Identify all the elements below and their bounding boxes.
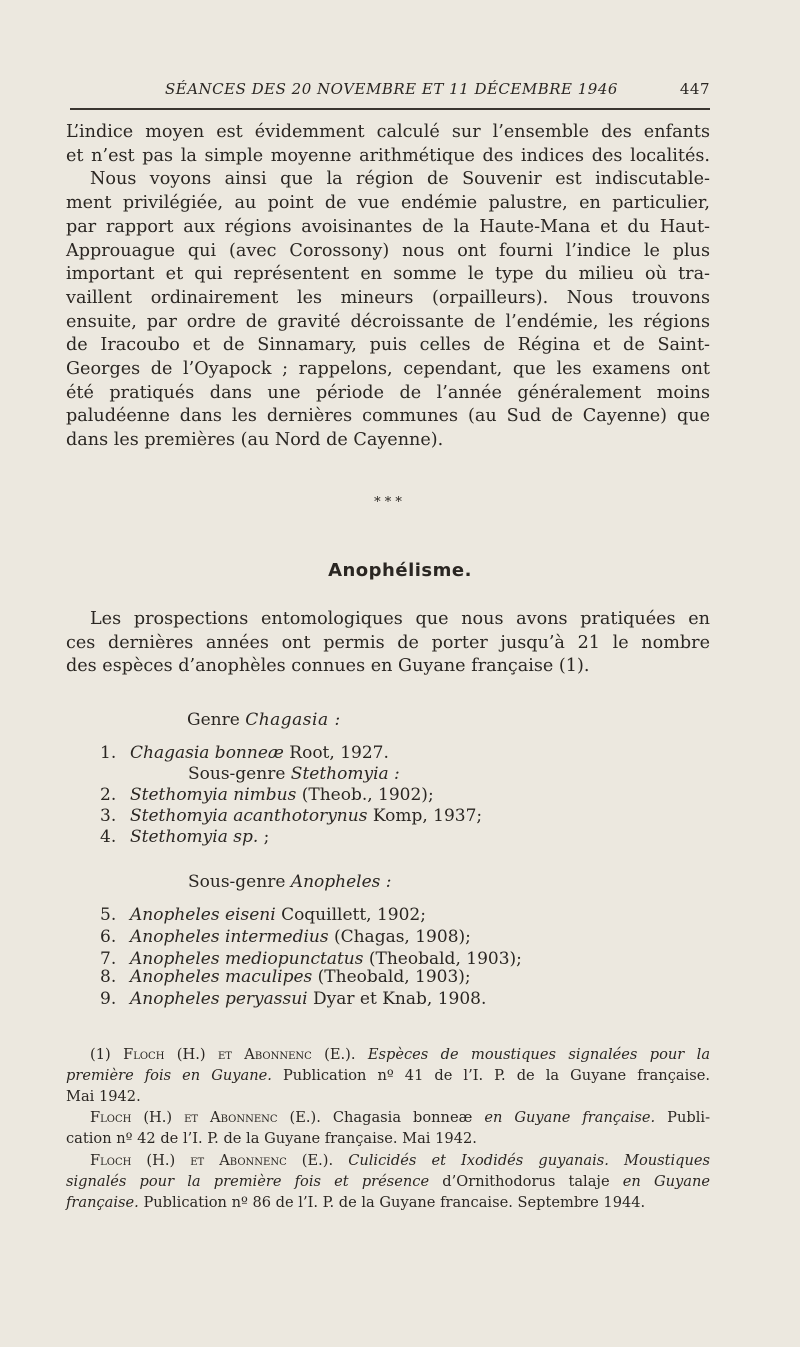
- species-item: [100, 806, 482, 826]
- footnote-text: Chagasia bonneæ: [332, 1109, 473, 1126]
- footnote-authors: Floch (H.) et Abonnenc (E.).: [123, 1046, 356, 1063]
- species-name: Anopheles peryassui: [130, 989, 308, 1009]
- footnote-line: [66, 1044, 710, 1065]
- species-name: Stethomyia sp.: [130, 827, 259, 847]
- text-line: été pratiqués dans une période de l’année généralement moins: [66, 382, 710, 403]
- subgenus-heading: [188, 872, 392, 892]
- text-line: important et qui représentent en somme le type du milieu où tra-: [66, 264, 710, 285]
- species-number: 6.: [100, 927, 117, 947]
- species-name: Anopheles intermedius: [130, 927, 329, 947]
- footnote-3: [66, 1150, 710, 1213]
- footnote-mark: (1): [90, 1046, 111, 1063]
- species-number: 4.: [100, 827, 117, 847]
- text-line: paludéenne dans les dernières communes (au Sud de Cayenne) que: [66, 406, 710, 427]
- footnote-line: cation nº 42 de l’I. P. de la Guyane française. Mai 1942.: [66, 1130, 477, 1147]
- species-number: 9.: [100, 989, 117, 1009]
- text-line: L’indice moyen est évidemment calculé sur l’ensemble des enfants: [66, 122, 710, 142]
- species-item: [100, 967, 471, 987]
- separator-text: * * *: [374, 495, 402, 510]
- genre-name: Chagasia :: [245, 710, 341, 730]
- species-item: [100, 989, 486, 1009]
- footnote-title: française.: [66, 1194, 139, 1211]
- species-author: (Theobald, 1903);: [368, 949, 522, 969]
- footnote-line: [66, 1171, 710, 1192]
- footnote-text: Publication nº 41 de l’I. P. de la Guyane française.: [282, 1067, 711, 1084]
- running-header: [70, 80, 710, 106]
- footnote-title: première fois en Guyane.: [66, 1067, 272, 1084]
- species-author: Komp, 1937;: [372, 806, 483, 826]
- species-name: Anopheles eiseni: [130, 905, 276, 925]
- species-item: [100, 827, 269, 847]
- species-name: Stethomyia acanthotorynus: [130, 806, 368, 826]
- text-line: et n’est pas la simple moyenne arithmétique des indices des localités.: [66, 145, 710, 166]
- text-line: de Iracoubo et de Sinnamary, puis celles de Régina et de Saint-: [66, 335, 710, 356]
- subgenus-prefix: Sous-genre: [188, 872, 286, 892]
- species-name: Anopheles maculipes: [130, 967, 313, 987]
- header-title: SÉANCES DES 20 NOVEMBRE ET 11 DÉCEMBRE 1946: [165, 80, 618, 98]
- text-line: ces dernières années ont permis de porter jusqu’à 21 le nombre: [66, 632, 710, 653]
- species-author: Coquillett, 1902;: [281, 905, 426, 925]
- footnote-line: [66, 1150, 710, 1171]
- species-item: [100, 927, 471, 947]
- paragraph-2: [66, 608, 710, 679]
- footnote-title: Culicidés et Ixodidés guyanais. Moustiques: [348, 1152, 711, 1169]
- subgenus-prefix: Sous-genre: [188, 764, 286, 784]
- species-name: Stethomyia nimbus: [130, 785, 297, 805]
- footnote-2: [66, 1107, 710, 1149]
- text-line: dans les premières (au Nord de Cayenne).: [66, 430, 444, 451]
- footnote-authors: Floch (H.) et Abonnenc (E.).: [90, 1152, 334, 1169]
- footnote-title: Espèces de moustiques signalées pour la: [367, 1046, 711, 1063]
- section-separator: [373, 497, 403, 509]
- footnote-text: d’Ornithodorus talaje: [442, 1173, 610, 1190]
- footnote-title: signalés pour la première fois et présence: [66, 1173, 430, 1190]
- species-number: 3.: [100, 806, 117, 826]
- species-author: (Chagas, 1908);: [333, 927, 471, 947]
- species-number: 5.: [100, 905, 117, 925]
- text-line: Georges de l’Oyapock ; rappelons, cependant, que les examens ont: [66, 359, 710, 380]
- page-number: 447: [679, 80, 710, 98]
- footnote-title: en Guyane française.: [484, 1109, 656, 1126]
- footnote-line: [66, 1107, 710, 1128]
- species-number: 8.: [100, 967, 117, 987]
- text-line: ensuite, par ordre de gravité décroissante de l’endémie, les régions: [66, 311, 710, 332]
- footnote-1: [66, 1044, 710, 1107]
- species-name: Anopheles mediopunctatus: [130, 949, 364, 969]
- text-line: Approuague qui (avec Corossony) nous ont fourni l’indice le plus: [66, 240, 710, 261]
- species-author: ;: [263, 827, 270, 847]
- header-rule: [70, 108, 710, 110]
- footnote-title: en Guyane: [622, 1173, 711, 1190]
- footnote-line: [66, 1065, 710, 1086]
- species-item: [100, 743, 389, 763]
- species-author: Root, 1927.: [289, 743, 389, 763]
- species-name: Chagasia bonneæ: [130, 743, 284, 763]
- genre-heading: [187, 710, 341, 730]
- text-line: par rapport aux régions avoisinantes de la Haute-Mana et du Haut-: [66, 216, 710, 237]
- text-line: ment privilégiée, au point de vue endémie palustre, en particulier,: [66, 193, 710, 214]
- text-line: vaillent ordinairement les mineurs (orpailleurs). Nous trouvons: [66, 287, 710, 308]
- text-line: Les prospections entomologiques que nous avons pratiquées en: [90, 609, 710, 629]
- genre-prefix: Genre: [187, 710, 240, 730]
- species-author: (Theob., 1902);: [301, 785, 434, 805]
- footnote-line: Mai 1942.: [66, 1088, 141, 1105]
- species-item: [100, 905, 426, 925]
- species-author: Dyar et Knab, 1908.: [313, 989, 487, 1009]
- section-title: Anophélisme.: [328, 560, 472, 581]
- text-line: Nous voyons ainsi que la région de Souvenir est indiscutable-: [90, 169, 710, 190]
- footnote-line: [66, 1192, 710, 1213]
- subgenus-name: Stethomyia :: [290, 764, 400, 784]
- species-item: [100, 949, 522, 969]
- species-number: 1.: [100, 743, 117, 763]
- text-line: des espèces d’anophèles connues en Guyane française (1).: [66, 656, 590, 677]
- subgenus-name: Anopheles :: [290, 872, 392, 892]
- subgenus-heading: [188, 764, 400, 784]
- footnote-authors: Floch (H.) et Abonnenc (E.).: [90, 1109, 321, 1126]
- species-item: [100, 785, 434, 805]
- species-number: 2.: [100, 785, 117, 805]
- species-author: (Theobald, 1903);: [317, 967, 471, 987]
- paragraph-1: [66, 121, 710, 453]
- species-number: 7.: [100, 949, 117, 969]
- footnote-text: Publication nº 86 de l’I. P. de la Guyane francaise. Septembre 1944.: [143, 1194, 646, 1211]
- footnote-text: Publi-: [667, 1109, 710, 1126]
